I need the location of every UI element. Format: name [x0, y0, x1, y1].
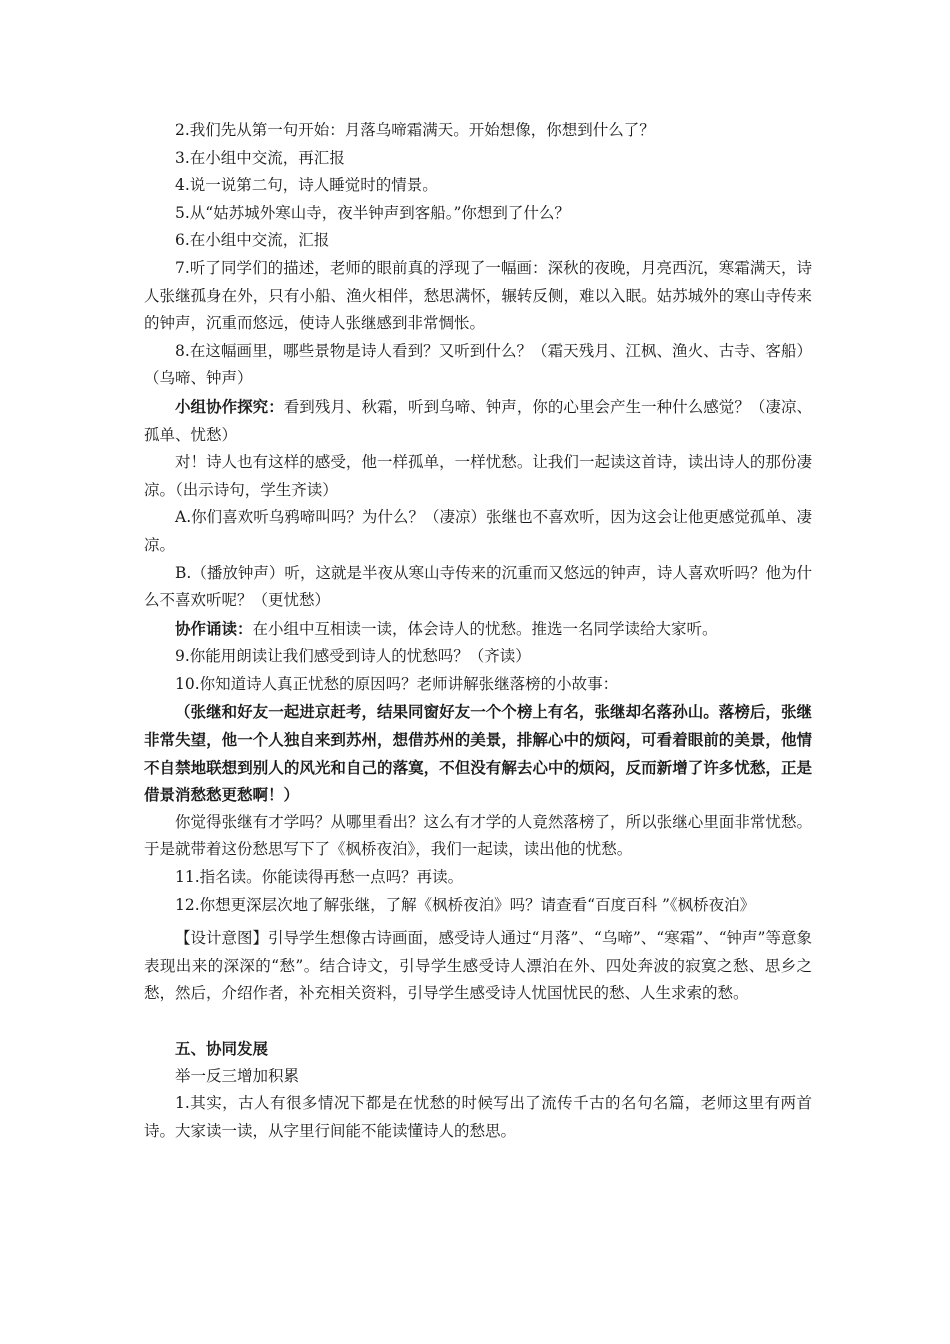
explore-paragraph [144, 393, 812, 449]
step-3: 3.在小组中交流，再汇报 [175, 148, 345, 167]
explore-label: 小组协作探究： [175, 396, 284, 416]
design-intent-paragraph [144, 925, 812, 1008]
section-spacer [144, 1008, 812, 1035]
question-b: B.（播放钟声）听，这就是半夜从寒山寺传来的沉重而又悠远的钟声，诗人喜欢听吗？他为什么不喜欢听呢？（更忧愁） [144, 563, 812, 610]
step-10: 10.你知道诗人真正忧愁的原因吗？老师讲解张继落榜的小故事： [175, 674, 619, 693]
talent-paragraph: 你觉得张继有才学吗？从哪里看出？这么有才学的人竟然落榜了，所以张继心里面非常忧愁。于是就带着这份愁思写下了《枫桥夜泊》，我们一起读，读出他的忧愁。 [144, 812, 812, 859]
explore-text: 看到残月、秋霜，听到乌啼、钟声，你的心里会产生一种什么感觉？（凄凉、孤单、忧愁） [144, 397, 812, 444]
step-9: 9.你能用朗读让我们感受到诗人的忧愁吗？（齐读） [175, 647, 531, 666]
step-4: 4.说一说第二句，诗人睡觉时的情景。 [175, 176, 438, 195]
recite-label: 协作诵读： [175, 618, 253, 638]
step-7: 7.听了同学们的描述，老师的眼前真的浮现了一幅画：深秋的夜晚，月亮西沉，寒霜满天，诗人张继孤身在外，只有小船、渔火相伴，愁思满怀，辗转反侧，难以入眠。姑苏城外的寒山寺传来的钟声，沉重而悠远，使诗人张继感到非常惆怅。 [144, 258, 812, 333]
step-12: 12.你想更深层次地了解张继，了解《枫桥夜泊》吗？请查看“百度百科 ”《枫桥夜泊》 [175, 895, 756, 914]
document-body [144, 117, 812, 1145]
section-5-heading: 五、协同发展 [175, 1039, 269, 1058]
design-intent-text: 引导学生想像古诗画面，感受诗人通过“月落”、“乌啼”、“寒霜”、“钟声”等意象表现出来的深深的“愁”。结合诗文，引导学生感受诗人漂泊在外、四处奔波的寂寞之愁、思乡之愁，然后，介绍作者，补充相关资料，引导学生感受诗人忧国忧民的愁、人生求索的愁。 [144, 929, 812, 1003]
design-intent-label: 【设计意图】 [175, 929, 269, 948]
step-11: 11.指名读。你能读得再愁一点吗？再读。 [175, 868, 464, 887]
section-5-subtitle: 举一反三增加积累 [175, 1066, 300, 1085]
recite-text: 在小组中互相读一读，体会诗人的忧愁。推选一名同学读给大家听。 [252, 619, 718, 638]
step-2: 2.我们先从第一句开始：月落乌啼霜满天。开始想像，你想到什么了？ [175, 121, 655, 139]
question-a: A.你们喜欢听乌鸦啼叫吗？为什么？（凄凉）张继也不喜欢听，因为这会让他更感觉孤单、凄凉。 [144, 508, 812, 554]
story-paragraph: （张继和好友一起进京赶考，结果同窗好友一个个榜上有名，张继却名落孙山。落榜后，张继非常失望，他一个人独自来到苏州，想借苏州的美景，排解心中的烦闷，可看着眼前的美景，他情不自禁地联想到别人的风光和自己的落寞，不但没有解去心中的烦闷，反而新增了许多忧愁，正是借景消愁愁更愁啊！） [144, 702, 812, 805]
response-paragraph: 对！诗人也有这样的感受，他一样孤单，一样忧愁。让我们一起读这首诗，读出诗人的那份凄凉。（出示诗句，学生齐读） [144, 453, 812, 499]
step-5: 5.从“姑苏城外寒山寺，夜半钟声到客船。”你想到了什么？ [175, 203, 570, 222]
recite-paragraph [144, 615, 812, 644]
section-5-step-1: 1.其实，古人有很多情况下都是在忧愁的时候写出了流传千古的名句名篇，老师这里有两首诗。大家读一读，从字里行间能不能读懂诗人的愁思。 [144, 1094, 812, 1140]
step-6: 6.在小组中交流，汇报 [175, 231, 330, 250]
step-8: 8.在这幅画里，哪些景物是诗人看到？又听到什么？（霜天残月、江枫、渔火、古寺、客船）（乌啼、钟声） [144, 341, 812, 388]
